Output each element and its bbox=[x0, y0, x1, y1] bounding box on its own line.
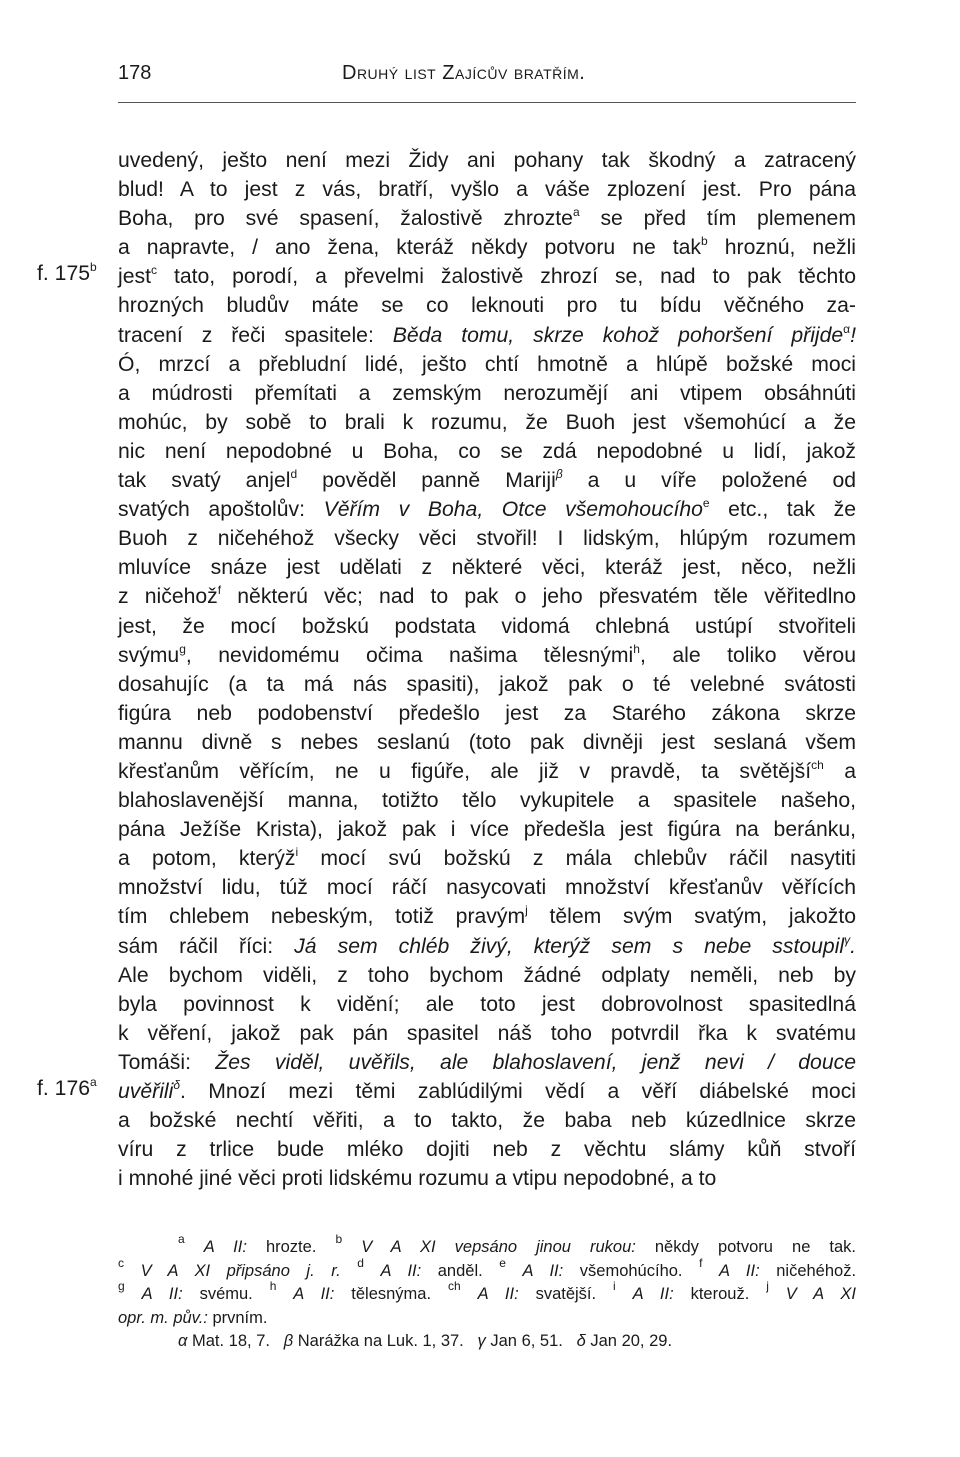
footnote-ref: i bbox=[295, 845, 299, 860]
main-text bbox=[118, 146, 856, 1193]
margin-note-folio-175b: f. 175$^b$ bbox=[37, 260, 97, 285]
text-line: i mnohé jiné věci proti lidskému rozumu a vtipu nepodobné, a to bbox=[118, 1167, 717, 1191]
text-line: mluvíce snáze jest udělati z některé věci, kteráž jest, něco, nežli bbox=[118, 556, 856, 580]
footnote-line: $^a$ A II: hrozte. $^b$ V A XI vepsáno jinou rukou: někdy potvoru ne tak. bbox=[178, 1232, 856, 1256]
text-line: křesťanům věřícím, ne u figúře, ale již v pravdě, ta světější$^{ch}$ a bbox=[118, 757, 856, 783]
text-line: mohúc, by sobě to brali k rozumu, že Buoh jest všemohúcí a že bbox=[118, 410, 856, 434]
quotation: Já sem chléb živý, kterýž sem s nebe sstoupil bbox=[294, 934, 845, 958]
footnote-ref: β bbox=[555, 467, 563, 482]
footnote-ref: α bbox=[843, 321, 851, 336]
page-header bbox=[118, 62, 856, 92]
footnote-ref: d bbox=[290, 467, 298, 482]
text-line: tak svatý anjel$^d$ pověděl panně Mariji$^\beta$ a u víře položené od bbox=[118, 467, 857, 493]
quotation: Běda tomu, skrze kohož pohoršení přijde bbox=[392, 323, 844, 347]
text-line: blud! A to jest z vás, bratří, vyšlo a váše zplození jest. Pro pána bbox=[118, 178, 856, 202]
footnote-ref: h bbox=[633, 641, 640, 656]
footnote-ref: γ bbox=[844, 932, 851, 947]
footnote-ref: f bbox=[217, 583, 222, 598]
text-line: Boha, pro své spasení, žalostivě zhrozte$^a$ se před tím plemenem bbox=[118, 205, 856, 231]
text-line: víru z trlice bude mléko dojiti neb z věchtu slámy kůň stvoří bbox=[118, 1138, 856, 1162]
text-line: a múdrosti přemítati a zemským nerozumějí ani vtipem obsáhnúti bbox=[118, 381, 856, 405]
text-line: a napravte, / ano žena, kteráž někdy potvoru ne tak$^b$ hroznú, nežli bbox=[118, 234, 856, 260]
text-line: tracení z řeči spasitele: Běda tomu, skrze kohož pohoršení přijde$^\alpha$! bbox=[118, 321, 856, 347]
text-line: jest$^c$ tato, porodí, a převelmi žalostivě zhrozí se, nad to pak těchto bbox=[118, 263, 856, 289]
footnote-ref: ch bbox=[811, 757, 824, 772]
footnote-ref: b bbox=[701, 234, 708, 249]
text-line: k věření, jakož pak pán spasitel náš toho potvrdil řka k svatému bbox=[118, 1021, 856, 1045]
footnote-ref: a bbox=[572, 205, 580, 220]
text-line: hrozných bludův máte se co leknouti pro tu bídu věčného za- bbox=[118, 294, 856, 318]
text-line: uvedený, ješto není mezi Židy ani pohany tak škodný a zatracený bbox=[118, 149, 856, 172]
text-line: Ó, mrzcí a přebludní lidé, ješto chtí hmotně a hlúpě božské moci bbox=[118, 352, 856, 376]
text-line: svatých apoštolův: Věřím v Boha, Otce všemohoucího$^e$ etc., tak že bbox=[118, 496, 857, 522]
text-line: a potom, kterýž$^i$ mocí svú božskú z mála chlebův ráčil nasytiti bbox=[118, 845, 856, 871]
text-line: Ale bychom viděli, z toho bychom žádné odplaty neměli, neb by bbox=[118, 963, 856, 987]
footnote-ref: j bbox=[525, 903, 528, 918]
text-line: pána Ježíše Krista), jakož pak i více předešla jest figúra na beránku, bbox=[118, 818, 856, 842]
footnote-line: opr. m. pův.: prvním. bbox=[118, 1308, 268, 1327]
text-line: byla povinnost k vidění; ale toto jest dobrovolnost spasitedlná bbox=[118, 992, 856, 1016]
header-rule bbox=[118, 102, 856, 103]
quotation: Věřím v Boha, Otce všemohoucího bbox=[323, 498, 703, 522]
quotation: Žes viděl, uvěřils, ale blahoslavení, jenž nevi / douce bbox=[215, 1050, 857, 1074]
footnote-ref: c bbox=[150, 263, 157, 278]
running-title: Druhý list Zajícův bratřím. bbox=[342, 62, 586, 84]
footnote-ref: e bbox=[702, 496, 710, 511]
footnote-ref: δ bbox=[173, 1078, 181, 1092]
footnote-line: α Mat. 18, 7. β Narážka na Luk. 1, 37. γ Jan 6, 51. δ Jan 20, 29. bbox=[178, 1332, 673, 1350]
text-line: uvěřili$^\delta$. Mnozí mezi těmi zablúdilými vědí a věří diábelské moci bbox=[118, 1078, 856, 1103]
footnote-line: $^c$ V A XI připsáno j. r. $^d$ A II: anděl. $^e$ A II: všemohúcího. $^f$ A II: ničehéhož. bbox=[118, 1255, 857, 1280]
text-line: mannu divně s nebes seslanú (toto pak divněji jest seslaná všem bbox=[118, 730, 856, 754]
footnote-ref: g bbox=[179, 641, 186, 656]
text-line: svýmu$^g$, nevidomému očima našima tělesnými$^h$, ale toliko věrou bbox=[118, 641, 856, 667]
text-line: Tomáši: Žes viděl, uvěřils, ale blahoslavení, jenž nevi / douce bbox=[118, 1050, 857, 1074]
text-line: z ničehož$^f$ některú věc; nad to pak o jeho přesvatém těle věřitedlno bbox=[118, 583, 856, 609]
margin-note-folio-176a: f. 176$^a$ bbox=[37, 1075, 97, 1100]
page-number: 178 bbox=[118, 62, 152, 84]
text-line: sám ráčil říci: Já sem chléb živý, kterýž sem s nebe sstoupil$^\gamma$. bbox=[118, 932, 857, 958]
text-line: jest, že mocí božskú podstata vidomá chlebná ustúpí stvořiteli bbox=[118, 614, 856, 638]
text-line: blahoslavenější manna, totižto tělo vykupitele a spasitele našeho, bbox=[118, 789, 856, 813]
text-line: tím chlebem nebeským, totiž pravým$^j$ tělem svým svatým, jakožto bbox=[118, 903, 856, 929]
text-line: množství lidu, túž mocí ráčí nasycovati množství křesťanův věřících bbox=[118, 876, 856, 900]
footnotes bbox=[118, 1232, 857, 1354]
text-line: nic není nepodobné u Boha, co se zdá nepodobné u lidí, jakož bbox=[118, 439, 856, 463]
quotation: uvěřili bbox=[118, 1080, 174, 1103]
footnote-line: $^g$ A II: svému. $^h$ A II: tělesnýma. $^{ch}$ A II: svatější. $^i$ A II: kterouž. $^j$ V A XI bbox=[118, 1279, 856, 1303]
text-line: figúra neb podobenství předešlo jest za Starého zákona skrze bbox=[118, 701, 856, 725]
text-line: dosahujíc (a ta má nás spasiti), jakož pak o té velebné svátosti bbox=[118, 672, 856, 696]
text-line: a božské nechtí věřiti, a to takto, že baba neb kúzedlnice skrze bbox=[118, 1109, 856, 1133]
text-line: Buoh z ničehéhož všecky věci stvořil! I lidským, hlúpým rozumem bbox=[118, 527, 856, 551]
